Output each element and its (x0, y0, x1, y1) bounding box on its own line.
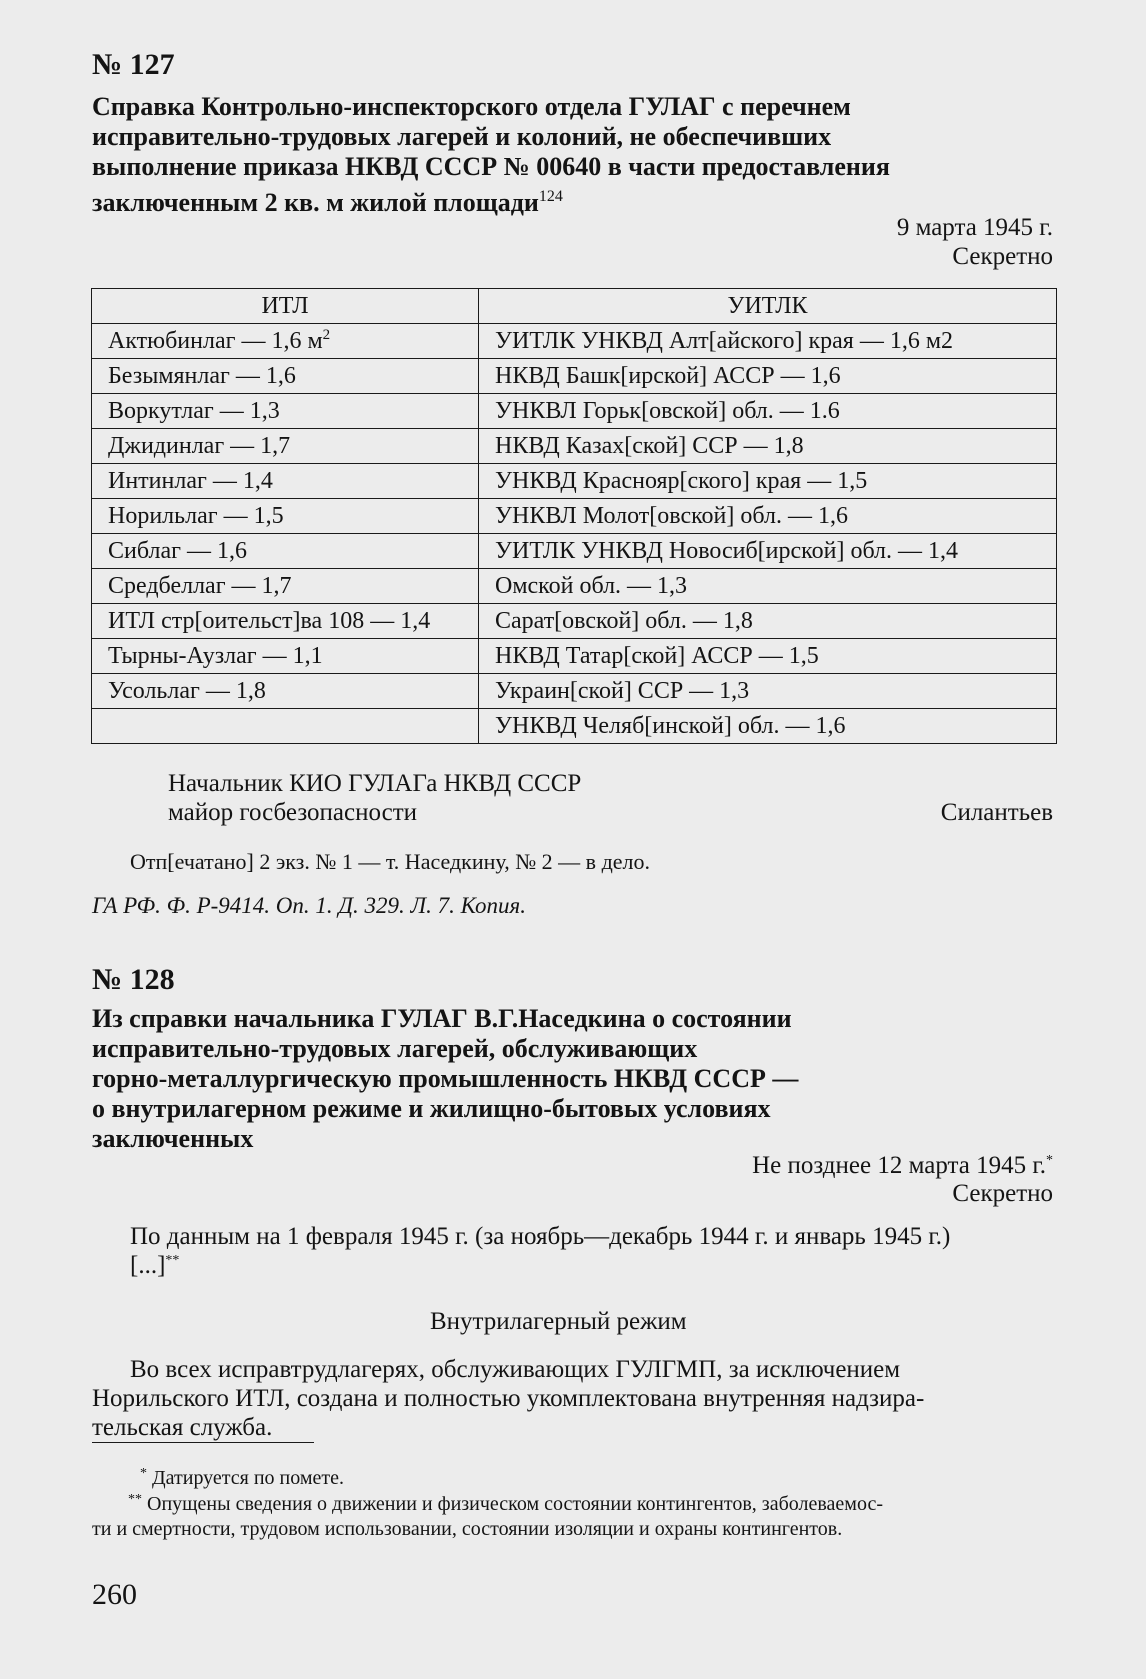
signature-title: Начальник КИО ГУЛАГа НКВД СССР (168, 770, 582, 797)
uitlk-cell: НКВД Татар[ской] АССР — 1,5 (479, 639, 1057, 674)
footnote-continuation: ти и смертности, трудовом использовании, состоянии изоляции и охраны контингентов. (92, 1518, 843, 1540)
camps-table (91, 288, 1057, 744)
doc128-classification: Секретно (952, 1180, 1053, 1207)
itl-cell: ИТЛ стр[оительст]ва 108 — 1,4 (92, 604, 479, 639)
table-header-row (92, 289, 1057, 324)
itl-cell: Норильлаг — 1,5 (92, 499, 479, 534)
footnote-divider (92, 1442, 314, 1443)
table-row (92, 359, 1057, 394)
table-row (92, 499, 1057, 534)
doc128-title-line: горно-металлургическую промышленность НКВД СССР — (92, 1064, 799, 1093)
table-row (92, 534, 1057, 569)
footnote-mark: * (1046, 1153, 1053, 1168)
doc127-number: № 127 (92, 48, 175, 81)
signature-name: Силантьев (940, 799, 1053, 826)
table-row (92, 429, 1057, 464)
itl-cell: Средбеллаг — 1,7 (92, 569, 479, 604)
body-line: Во всех исправтрудлагерях, обслуживающих ГУЛГМП, за исключением (130, 1356, 901, 1383)
body-line: Норильского ИТЛ, создана и полностью укомплектована внутренняя надзира- (92, 1385, 925, 1412)
doc127-classification: Секретно (952, 243, 1053, 270)
doc128-title-line: о внутрилагерном режиме и жилищно-бытовых условиях (92, 1094, 771, 1123)
doc128-title-line: исправительно-трудовых лагерей, обслуживающих (92, 1034, 698, 1063)
footnote-ref: 124 (538, 188, 563, 205)
uitlk-cell: НКВД Башк[ирской] АССР — 1,6 (479, 359, 1057, 394)
intro-line: По данным на 1 февраля 1945 г. (за ноябрь—декабрь 1944 г. и январь 1945 г.) (130, 1223, 951, 1250)
signature-rank: майор госбезопасности (168, 799, 418, 826)
uitlk-cell: Омской обл. — 1,3 (479, 569, 1057, 604)
column-header-uitlk: УИТЛК (479, 289, 1057, 324)
itl-cell: Сиблаг — 1,6 (92, 534, 479, 569)
uitlk-cell: УНКВД Челяб[инской] обл. — 1,6 (479, 709, 1057, 744)
doc127-title-line: заключенным 2 кв. м жилой площади (92, 188, 539, 217)
doc128-number: № 128 (92, 963, 175, 996)
doc128-date: Не позднее 12 марта 1945 г.* (752, 1152, 1053, 1179)
page-number: 260 (92, 1578, 137, 1611)
uitlk-cell: УНКВЛ Молот[овской] обл. — 1,6 (479, 499, 1057, 534)
table-row (92, 674, 1057, 709)
doc128-title (92, 1004, 1032, 1154)
table-row (92, 569, 1057, 604)
itl-cell (92, 709, 479, 744)
column-header-itl: ИТЛ (92, 289, 479, 324)
itl-cell: Безымянлаг — 1,6 (92, 359, 479, 394)
table-row (92, 604, 1057, 639)
uitlk-cell: УИТЛК УНКВД Новосиб[ирской] обл. — 1,4 (479, 534, 1057, 569)
footnote-mark: ** (165, 1253, 180, 1268)
uitlk-cell: Украин[ской] ССР — 1,3 (479, 674, 1057, 709)
doc127-title-line: выполнение приказа НКВД СССР № 00640 в части предоставления (92, 152, 890, 181)
itl-cell: Джидинлаг — 1,7 (92, 429, 479, 464)
uitlk-cell: Сарат[овской] обл. — 1,8 (479, 604, 1057, 639)
table-row (92, 709, 1057, 744)
table-row (92, 464, 1057, 499)
table-row (92, 639, 1057, 674)
itl-cell: Усольлаг — 1,8 (92, 674, 479, 709)
footnote: * Датируется по помете. (140, 1466, 345, 1489)
section-heading: Внутрилагерный режим (430, 1308, 687, 1335)
itl-cell: Воркутлаг — 1,3 (92, 394, 479, 429)
doc127-title (92, 92, 1032, 218)
table-row (92, 324, 1057, 359)
doc128-title-line: Из справки начальника ГУЛАГ В.Г.Наседкина о состоянии (92, 1004, 792, 1033)
itl-cell: Актюбинлаг — 1,6 $м^2$ (92, 324, 479, 359)
uitlk-cell: УНКВД Краснояр[ского] края — 1,5 (479, 464, 1057, 499)
itl-cell: Тырны-Аузлаг — 1,1 (92, 639, 479, 674)
doc128-title-line: заключенных (92, 1124, 254, 1153)
doc127-date: 9 марта 1945 г. (896, 214, 1053, 241)
uitlk-cell: УНКВЛ Горьк[овской] обл. — 1.6 (479, 394, 1057, 429)
uitlk-cell: НКВД Казах[ской] ССР — 1,8 (479, 429, 1057, 464)
doc127-title-line: исправительно-трудовых лагерей и колоний, не обеспечивших (92, 122, 832, 151)
printed-note: Отп[ечатано] 2 экз. № 1 — т. Наседкину, № 2 — в дело. (130, 849, 651, 874)
uitlk-cell: УИТЛК УНКВД Алт[айского] края — 1,6 м2 (479, 324, 1057, 359)
table-row (92, 394, 1057, 429)
footnote: ** Опущены сведения о движении и физическом состоянии контингентов, заболеваемос- (128, 1492, 883, 1515)
doc127-title-line: Справка Контрольно-инспекторского отдела ГУЛАГ с перечнем (92, 92, 851, 121)
body-line: тельская служба. (92, 1414, 273, 1441)
omission-mark: [...]** (130, 1252, 180, 1279)
archive-reference: ГА РФ. Ф. Р-9414. Оп. 1. Д. 329. Л. 7. Копия. (92, 893, 526, 918)
itl-cell: Интинлаг — 1,4 (92, 464, 479, 499)
